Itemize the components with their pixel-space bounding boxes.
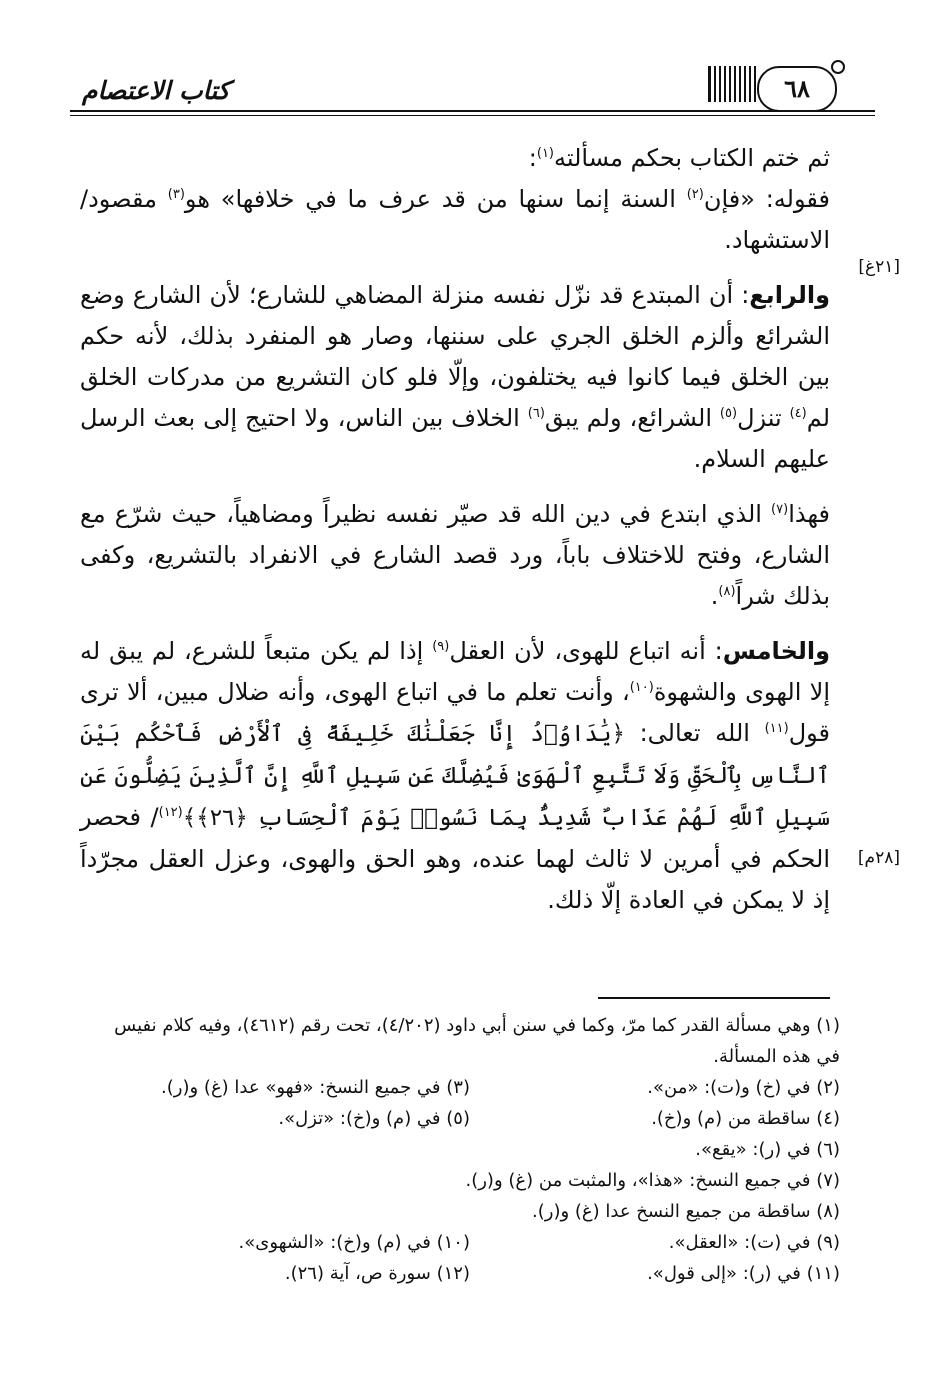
quran-verse: ﴿يَٰدَاوُۥدُ إِنَّا جَعَلْنَٰكَ خَلِيفَةً فِى ٱلْأَرْضِ فَٱحْكُم بَيْنَ ٱلنَّاسِ بِٱلْحَقِّ وَلَا تَتَّبِعِ ٱلْهَوَىٰ فَيُضِلَّكَ عَن سَبِيلِ ٱللَّهِ إِنَّ ٱلَّذِينَ يَضِلُّونَ عَن سَبِيلِ ٱللَّهِ لَهُمْ عَذَابٌ شَدِيدٌۢ بِمَا نَسُوا۟ يَوْمَ ٱلْحِسَابِ ﴿٢٦﴾﴾ [80,721,830,831]
page-number: ٦٨ [757,66,837,112]
footnote-2: (٢) في (خ) و(ت): «من». [647,1077,840,1098]
footnote-10: (١٠) في (م) و(خ): «الشهوى». [238,1232,470,1253]
page-header [70,58,875,118]
footnote-11: (١١) في (ر): «إلى قول». [647,1263,840,1284]
footnote-ref[interactable]: (١٢) [158,805,183,820]
footnote-1: (١) وهي مسألة القدر كما مرّ، وكما في سنن أبي داود (٤/٢٠٢)، تحت رقم (٤٦١٢)، وفيه كلام نفيس في هذه المسألة. [114,1015,840,1067]
footnote-6: (٦) في (ر): «يقع». [695,1139,840,1160]
footnote-3: (٣) في جميع النسخ: «فهو» عدا (غ) و(ر). [161,1077,470,1098]
footnote-ref[interactable]: (٥) [719,406,738,421]
footnote-ref[interactable]: (٣) [167,187,185,202]
header-ornament [708,66,757,102]
paragraph-5: والخامس: أنه اتباع للهوى، لأن العقل$^{(٩)}$ إذا لم يكن متبعاً للشرع، لم يبق له إلا الهوى والشهوة$^{(١٠)}$، وأنت تعلم ما في اتباع الهوى، وأنه ضلال مبين، ألا ترى قول$^{(١١)}$ الله تعالى: ﴿يَٰدَاوُۥدُ إِنَّا جَعَلْنَٰكَ خَلِيفَةً فِى ٱلْأَرْضِ فَٱحْكُم بَيْنَ ٱلنَّاسِ بِٱلْحَقِّ وَلَا تَتَّبِعِ ٱلْهَوَىٰ فَيُضِلَّكَ عَن سَبِيلِ ٱللَّهِ إِنَّ ٱلَّذِينَ يَضِلُّونَ عَن سَبِيلِ ٱللَّهِ لَهُمْ عَذَابٌ شَدِيدٌۢ بِمَا نَسُوا۟ يَوْمَ ٱلْحِسَابِ ﴿٢٦﴾﴾$^{(١٢)}$/ فحصر الحكم في أمرين لا ثالث لهما عنده، وهو الحق والهوى، وعزل العقل مجرّداً إذ لا يمكن في العادة إلّا ذلك. [80,637,831,914]
footnote-8: (٨) ساقطة من جميع النسخ عدا (غ) و(ر). [532,1201,840,1222]
footnote-ref[interactable]: (٢) [686,187,704,202]
footnote-12: (١٢) سورة ص، آية (٢٦). [284,1263,470,1284]
footnote-separator [598,997,830,999]
footnote-ref[interactable]: (٨) [718,584,736,599]
section-lead: والخامس [722,637,831,665]
footnote-ref[interactable]: (١١) [764,721,789,736]
paragraph-3: والرابع: أن المبتدع قد نزّل نفسه منزلة المضاهي للشارع؛ لأن الشارع وضع الشرائع وألزم الخلق الجري على سننها، وصار هو المنفرد بذلك، لأنه حكم بين الخلق فيما كانوا فيه يختلفون، وإلّا فلو كان التشريع من مدركات الخلق لم$^{(٤)}$ تنزل$^{(٥)}$ الشرائع، ولم يبق$^{(٦)}$ الخلاف بين الناس، ولا احتيج إلى بعث الرسل عليهم السلام. [80,281,831,473]
main-text [80,138,830,921]
footnote-4: (٤) ساقطة من (م) و(خ). [651,1108,840,1129]
footnote-ref[interactable]: (٧) [771,502,789,517]
footnote-ref[interactable]: (٤) [789,406,807,421]
footnote-5: (٥) في (م) و(خ): «تزل». [278,1108,470,1129]
footnotes [100,1010,840,1289]
footnote-ref[interactable]: (٦) [527,406,545,421]
footnote-ref[interactable]: (١٠) [629,680,654,695]
header-rule [70,110,875,112]
header-rule-thin [70,115,875,116]
margin-note-manuscript-gh: [٢١غ] [858,257,900,277]
paragraph-1: ثم ختم الكتاب بحكم مسألته$^{(١)}$: [528,144,830,172]
paragraph-2: فقوله: «فإن$^{(٢)}$ السنة إنما سنها من قد عرف ما في خلافها» هو$^{(٣)}$ مقصود/ الاستشهاد. [80,185,830,254]
footnote-9: (٩) في (ت): «العقل». [668,1232,840,1253]
paragraph-4: فهذا$^{(٧)}$ الذي ابتدع في دين الله قد صيّر نفسه نظيراً ومضاهياً، حيث شرّع مع الشارع، وفتح للاختلاف باباً، ورد قصد الشارع في الانفراد بالتشريع، وكفى بذلك شراً$^{(٨)}$. [80,500,830,610]
footnote-ref[interactable]: (٩) [432,639,450,654]
footnote-7: (٧) في جميع النسخ: «هذا»، والمثبت من (غ) و(ر). [465,1170,840,1191]
book-title: كتاب الاعتصام [82,76,230,105]
section-lead: والرابع [749,281,830,309]
ornament-dot [831,60,845,74]
margin-note-manuscript-m: [٢٨م] [857,848,900,868]
footnote-ref[interactable]: (١) [536,146,554,161]
